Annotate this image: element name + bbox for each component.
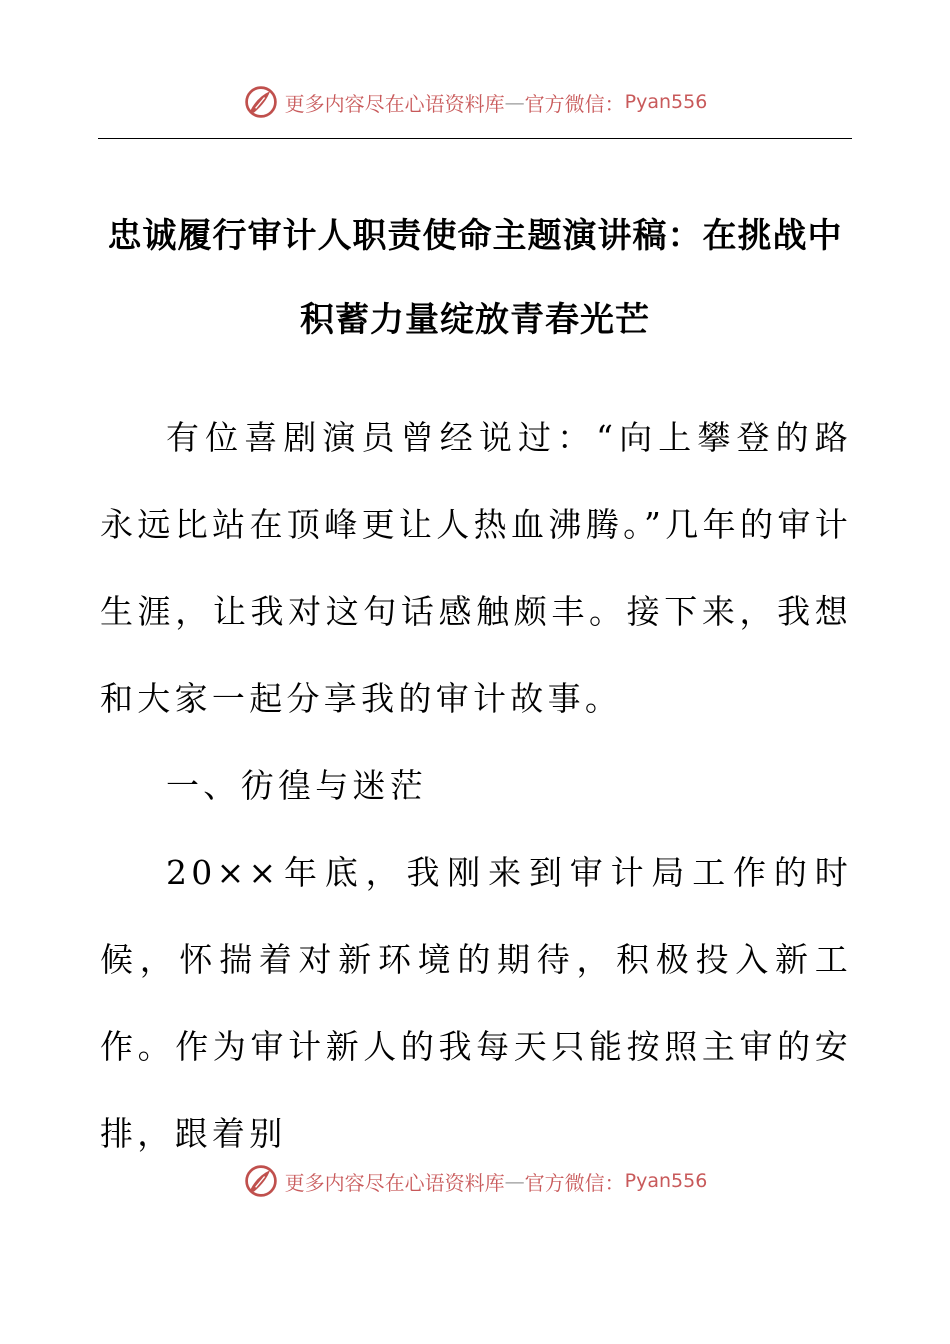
section-heading: 一、彷徨与迷茫 <box>166 766 428 805</box>
header-watermark <box>0 84 950 120</box>
pen-nib-logo-icon <box>243 84 279 120</box>
watermark-label: 官方微信： <box>524 91 625 116</box>
pen-nib-logo-icon <box>243 1163 279 1199</box>
footer-watermark <box>0 1163 950 1199</box>
watermark-label: 官方微信： <box>524 1170 625 1195</box>
watermark-separator: — <box>504 90 525 114</box>
header-divider <box>98 138 852 139</box>
paragraph-section-1: 20××年底，我刚来到审计局工作的时候，怀揣着对新环境的期待，积极投入新工作。作为审计新人的我每天只能按照主审的安排，跟着别 <box>100 853 852 1153</box>
watermark-id: Pyan556 <box>624 1170 708 1192</box>
watermark-separator: — <box>504 1169 525 1193</box>
watermark-text: 更多内容尽在心语资料库 <box>284 1170 505 1195</box>
paragraph-intro: 有位喜剧演员曾经说过：“向上攀登的路永远比站在顶峰更让人热血沸腾。”几年的审计生涯，让我对这句话感触颇丰。接下来，我想和大家一起分享我的审计故事。 <box>100 418 852 718</box>
watermark-id: Pyan556 <box>624 91 708 113</box>
watermark-text: 更多内容尽在心语资料库 <box>284 91 505 116</box>
document-title-line-2: 积蓄力量绽放青春光芒 <box>300 300 650 340</box>
document-body <box>100 394 852 1177</box>
document-title-line-1: 忠诚履行审计人职责使命主题演讲稿：在挑战中 <box>107 216 843 256</box>
